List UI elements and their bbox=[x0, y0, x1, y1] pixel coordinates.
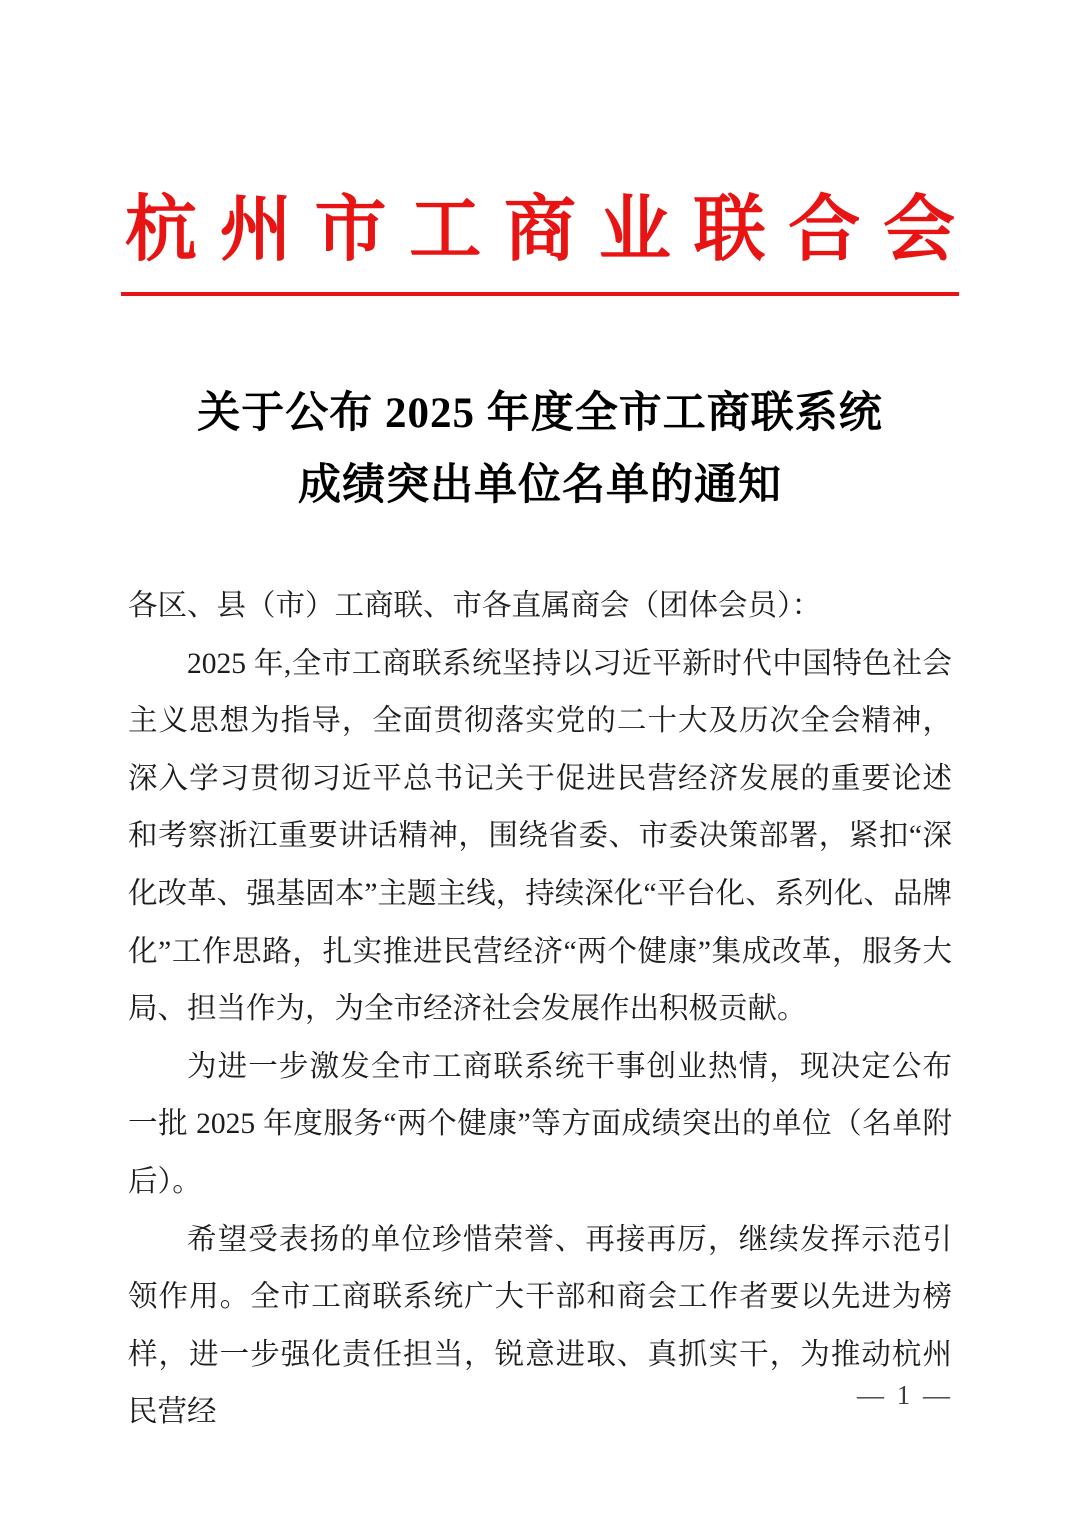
document-title-line2: 成绩突出单位名单的通知 bbox=[298, 462, 782, 509]
page-number: — 1 — bbox=[857, 1380, 953, 1410]
body-paragraph-3: 希望受表扬的单位珍惜荣誉、再接再厉，继续发挥示范引领作用。全市工商联系统广大干部和商会工作者要以先进为榜样，进一步强化责任担当，锐意进取、真抓实干，为推动杭州民营经 bbox=[128, 1223, 952, 1429]
document-title-line1: 关于公布 2025 年度全市工商联系统 bbox=[197, 390, 883, 437]
letterhead-org-name: 杭 州 市 工 商 业 联 合 会 bbox=[125, 190, 955, 270]
letterhead-divider-line bbox=[121, 292, 959, 296]
letterhead bbox=[0, 180, 1080, 296]
body-paragraph-1: 2025 年,全市工商联系统坚持以习近平新时代中国特色社会主义思想为指导，全面贯彻落实党的二十大及历次全会精神，深入学习贯彻习近平总书记关于促进民营经济发展的重要论述和考察浙江重要讲话精神，围绕省委、市委决策部署，紧扣“深化改革、强基固本”主题主线，持续深化“平台化、系列化、品牌化”工作思路，扎实推进民营经济“两个健康”集成改革，服务大局、担当作为，为全市经济社会发展作出积极贡献。 bbox=[128, 647, 952, 1026]
document-body bbox=[128, 578, 952, 1442]
document-title bbox=[0, 378, 1080, 522]
salutation: 各区、县（市）工商联、市各直属商会（团体会员）： bbox=[128, 590, 822, 622]
body-paragraph-2: 为进一步激发全市工商联系统干事创业热情，现决定公布一批 2025 年度服务“两个健康”等方面成绩突出的单位（名单附后）。 bbox=[128, 1050, 952, 1198]
